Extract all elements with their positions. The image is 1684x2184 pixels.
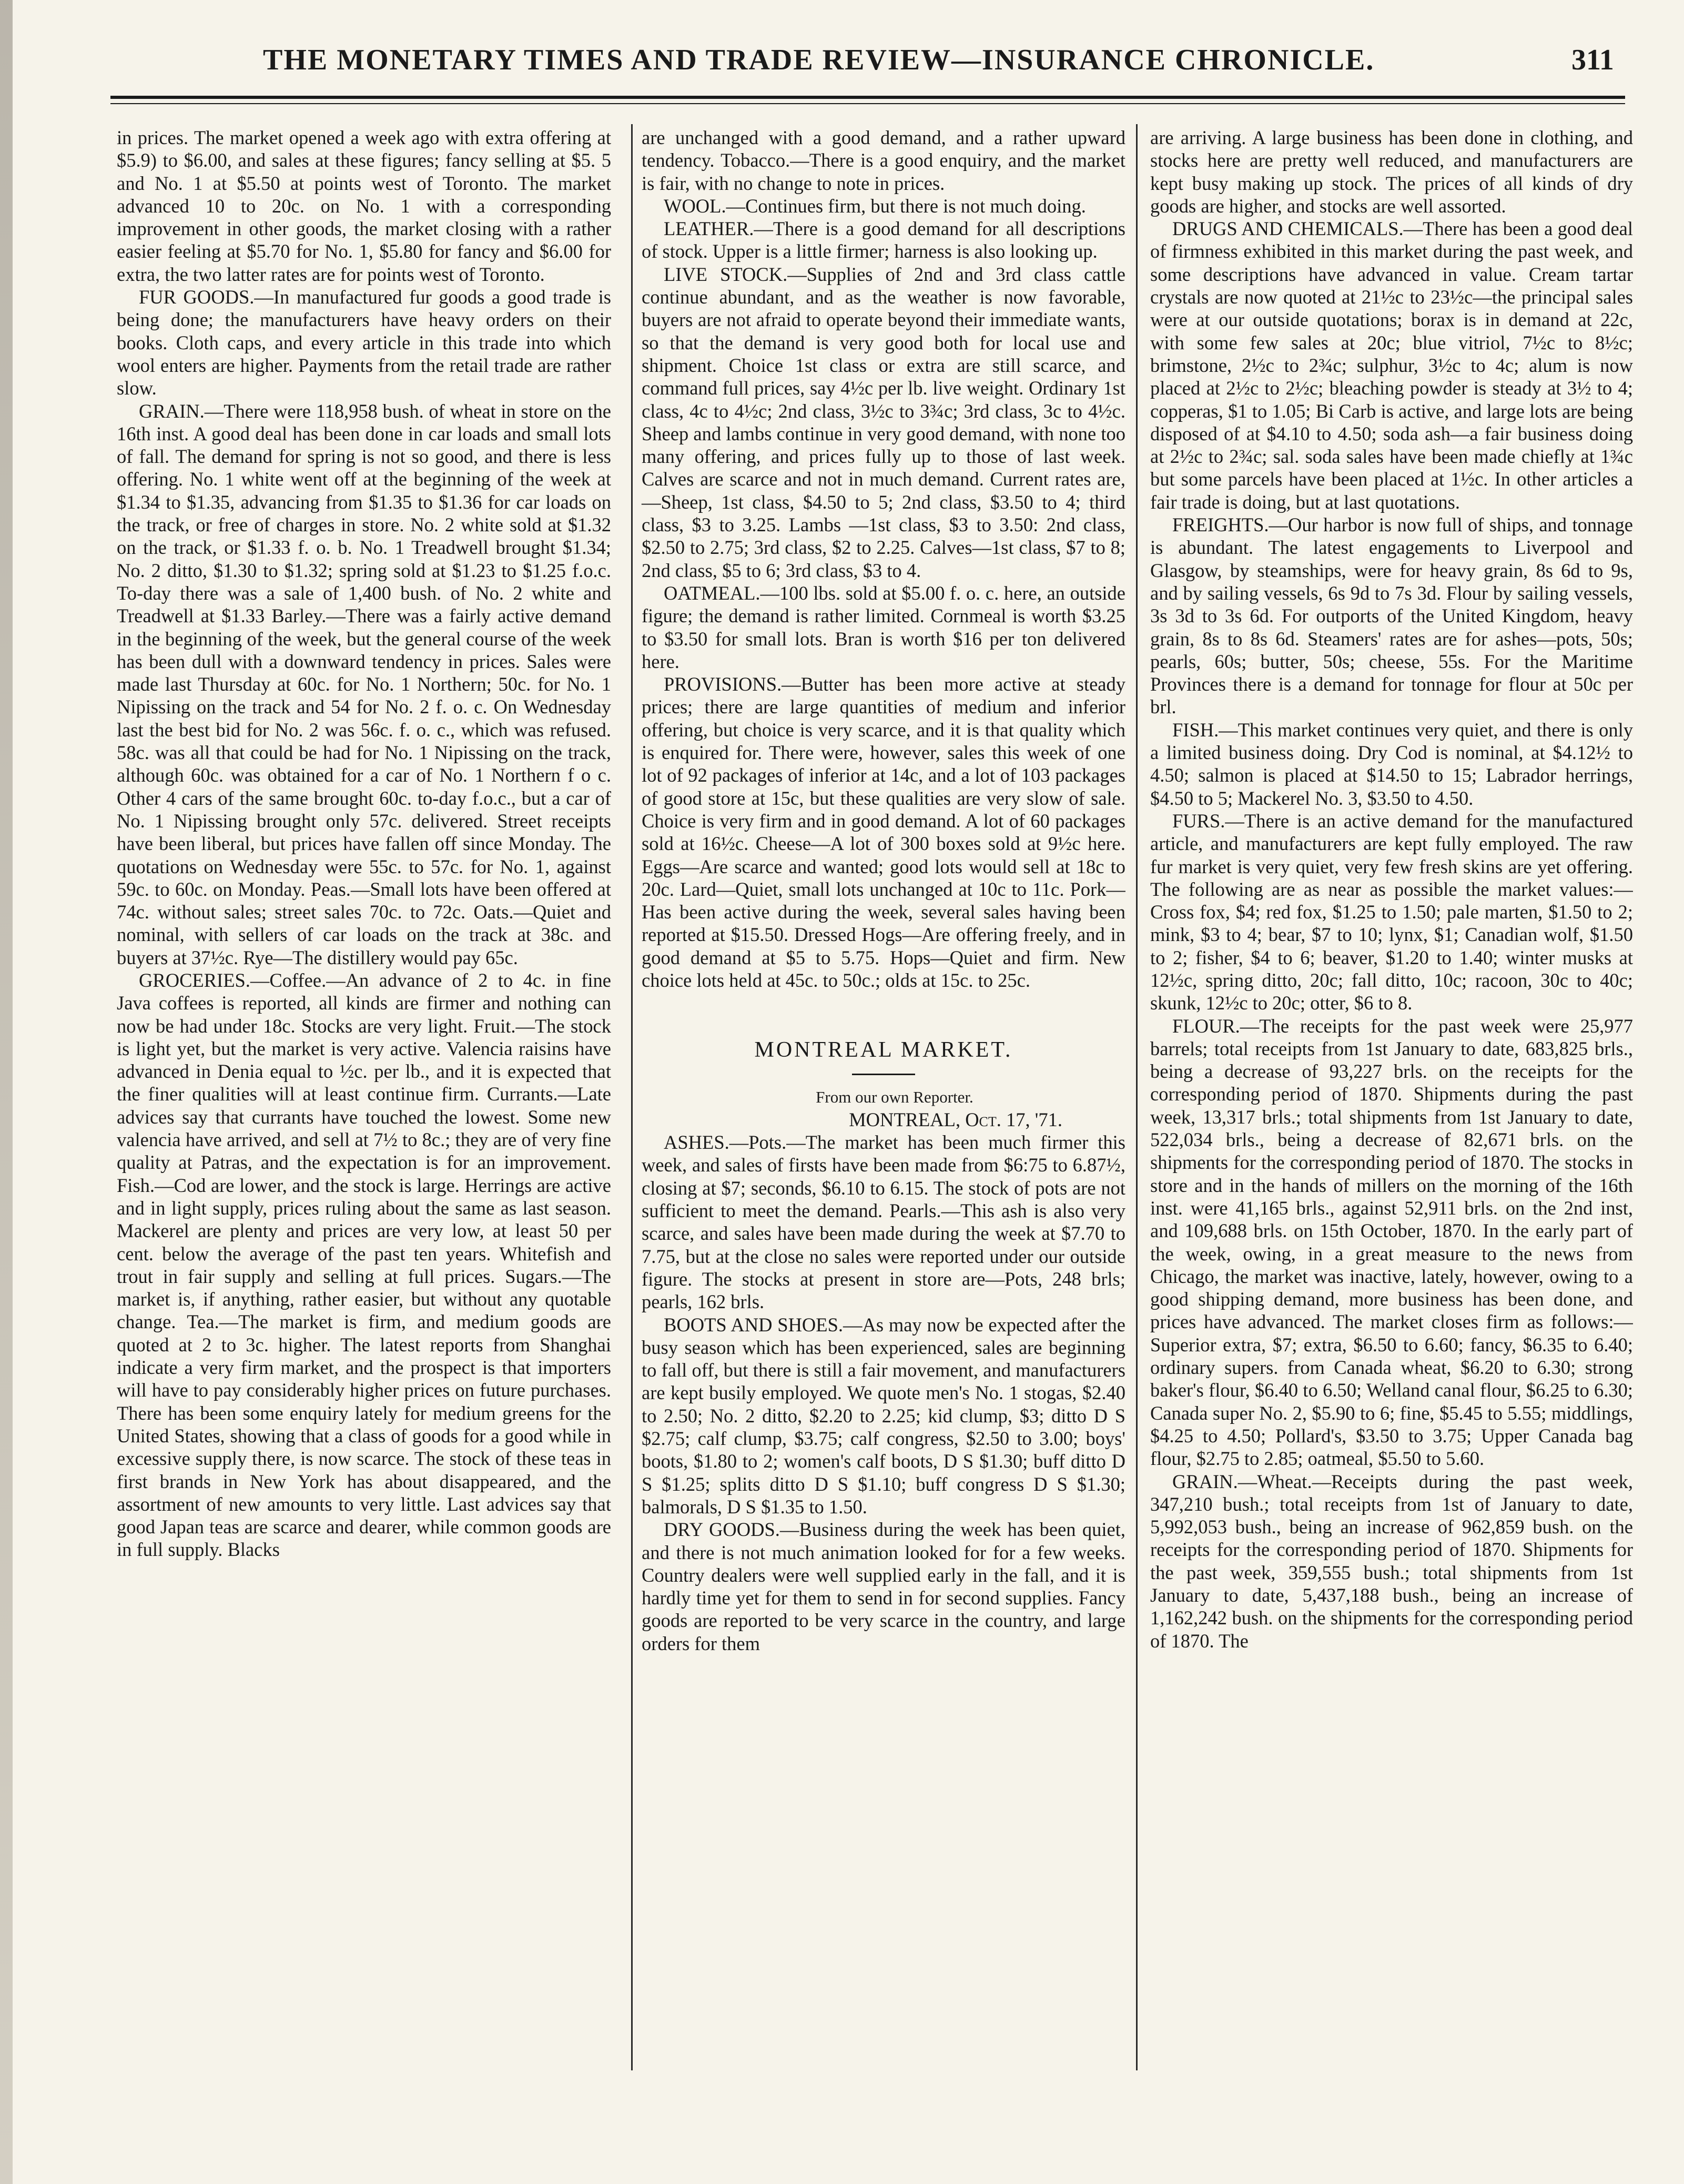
paragraph-leather: LEATHER.—There is a good demand for all descriptions of stock. Upper is a little firmer; harness is also looking up.	[642, 218, 1125, 262]
paragraph-ashes: ASHES.—Pots.—The market has been much firmer this week, and sales of firsts have been made from $6:75 to 6.87½, closing at $7; seconds, $6.10 to 6.15. The stock of pots are not sufficient to meet the demand. Pearls.—This ash is also very scarce, and sales have been made during the week at $7.70 to 7.75, but at the close no sales were reported under our outside figure. The stocks at present in store are—Pots, 248 brls; pearls, 162 brls.	[642, 1131, 1125, 1313]
paragraph-grain: GRAIN.—There were 118,958 bush. of wheat in store on the 16th inst. A good deal has been done in car loads and small lots of fall. The demand for spring is not so good, and there is less offering. No. 1 white went off at the beginning of the week at $1.34 to $1.35, advancing from $1.35 to $1.36 for car loads on the track, or free of charges in store. No. 2 white sold at $1.32 on the track, or $1.33 f. o. b. No. 1 Treadwell brought $1.34; No. 2 ditto, $1.30 to $1.32; spring sold at $1.23 to $1.25 f.o.c. To-day there was a sale of 1,400 bush. of No. 2 white and Treadwell at $1.33 Barley.—There was a fairly active demand in the beginning of the week, but the general course of the week has been dull with a downward tendency in prices. Sales were made last Thursday at 60c. for No. 1 Northern; 50c. for No. 1 Nipissing on the track and 54 for No. 2 f. o. c. On Wednesday last the best bid for No. 2 was 56c. f. o. c., which was refused. 58c. was all that could be had for No. 1 Nipissing on the track, although 60c. was obtained for a car of No. 1 Northern f o c. Other 4 cars of the same brought 60c. to-day f.o.c., but a car of No. 1 Nipissing brought only 57c. delivered. Street receipts have been liberal, but prices have fallen off since Monday. The quotations on Wednesday were 55c. to 57c. for No. 1, against 59c. to 60c. on Monday. Peas.—Small lots have been offered at 74c. without sales; street sales 70c. to 72c. Oats.—Quiet and nominal, with sellers of car loads on the track at 38c. and buyers at 37½c. Rye—The distillery would pay 65c.	[117, 400, 611, 968]
paragraph-fur-goods: FUR GOODS.—In manufactured fur goods a good trade is being done; the manufacturers have heavy orders on their books. Cloth caps, and every article in this trade into which wool enters are higher. Payments from the retail trade are rather slow.	[117, 286, 611, 399]
paragraph-grain-wheat: GRAIN.—Wheat.—Receipts during the past week, 347,210 bush.; total receipts from 1st of January to date, 5,992,053 bush., being an increase of 962,859 bush. on the receipts for the corresponding period of 1870. Shipments for the past week, 359,555 bush.; total shipments from 1st January to date, 5,437,188 bush., being an increase of 1,162,242 bush. on the shipments for the corresponding period of 1870. The	[1150, 1470, 1633, 1652]
paragraph: are unchanged with a good demand, and a rather upward tendency. Tobacco.—There is a good enquiry, and the market is fair, with no change to note in prices.	[642, 127, 1125, 194]
paragraph: are arriving. A large business has been done in clothing, and stocks here are pretty well reduced, and manufacturers are kept busy making up stock. The prices of all kinds of dry goods are higher, and stocks are well assorted.	[1150, 127, 1633, 217]
header-rule-thin	[110, 103, 1625, 104]
montreal-market-heading: MONTREAL MARKET.	[754, 1038, 1013, 1063]
column-2	[631, 126, 1125, 2083]
column-rule-2	[1136, 124, 1138, 2070]
paragraph: in prices. The market opened a week ago with extra offering at $5.9) to $6.00, and sales at these figures; fancy selling at $5. 5 and No. 1 at $5.50 at points west of Toronto. The market advanced 10 to 20c. on No. 1 with a corresponding improvement in other goods, the market closing with a rather easier feeling at $5.70 for No. 1, $5.80 for fancy and $6.00 for extra, the two latter rates are for points west of Toronto.	[117, 127, 611, 285]
header-rule	[110, 96, 1625, 99]
paragraph-live-stock: LIVE STOCK.—Supplies of 2nd and 3rd class cattle continue abundant, and as the weather is now favorable, buyers are not afraid to operate beyond their immediate wants, so that the demand is very good both for local use and shipment. Choice 1st class or extra are still scarce, and command full prices, say 4½c per lb. live weight. Ordinary 1st class, 4c to 4½c; 2nd class, 3½c to 3¾c; 3rd class, 3c to 4½c. Sheep and lambs continue in very good demand, with none too many offering, and prices fully up to those of last week. Calves are scarce and not in much demand. Current rates are,—Sheep, 1st class, $4.50 to 5; 2nd class, $3.50 to 4; third class, $3 to 3.25. Lambs —1st class, $3 to 3.50: 2nd class, $2.50 to 2.75; 3rd class, $2 to 2.25. Calves—1st class, $7 to 8; 2nd class, $5 to 6; 3rd class, $3 to 4.	[642, 263, 1125, 581]
dateline: MONTREAL, Oct. 17, '71.	[849, 1108, 1062, 1130]
page-number: 311	[1571, 44, 1614, 76]
paragraph-fish: FISH.—This market continues very quiet, and there is only a limited business doing. Dry Cod is nominal, at $4.12½ to 4.50; salmon is placed at $14.50 to 15; Labrador herrings, $4.50 to 5; Mackerel No. 3, $3.50 to 4.50.	[1150, 719, 1633, 809]
paragraph-wool: WOOL.—Continues firm, but there is not much doing.	[664, 195, 1086, 217]
column-1	[117, 126, 611, 2083]
paragraph-oatmeal: OATMEAL.—100 lbs. sold at $5.00 f. o. c. here, an outside figure; the demand is rather limited. Cornmeal is worth $3.25 to $3.50 for small lots. Bran is worth $16 per ton delivered here.	[642, 582, 1125, 672]
paragraph-provisions: PROVISIONS.—Butter has been more active at steady prices; there are large quantities of medium and inferior offering, but choice is very scarce, and it is that quality which is enquired for. There were, however, sales this week of one lot of 92 packages of inferior at 14c, and a lot of 103 packages of good store at 15c, but these qualities are very slow of sale. Choice is very firm and in good demand. A lot of 60 packages sold at 16½c. Cheese—A lot of 300 boxes sold at 9½c here. Eggs—Are scarce and wanted; good lots would sell at 18c to 20c. Lard—Quiet, small lots unchanged at 10c to 11c. Pork—Has been active during the week, several sales having been reported at $15.50. Dressed Hogs—Are offering freely, and in good demand at $5 to 5.75. Hops—Quiet and firm. New choice lots held at 45c. to 50c.; olds at 15c. to 25c.	[642, 673, 1125, 991]
paragraph-freights: FREIGHTS.—Our harbor is now full of ships, and tonnage is abundant. The latest engagements to Liverpool and Glasgow, by steamships, were for heavy grain, 8s 6d to 9s, and by sailing vessels, 6s 9d to 7s 3d. Flour by sailing vessels, 3s 3d to 3s 6d. For outports of the United Kingdom, heavy grain, 8s to 8s 6d. Steamers' rates are for ashes—pots, 50s; pearls, 60s; butter, 50s; cheese, 55s. For the Maritime Provinces there is a demand for tonnage for flour at 50c per brl.	[1150, 514, 1633, 718]
paragraph-drugs-and-chemicals: DRUGS AND CHEMICALS.—There has been a good deal of firmness exhibited in this market during the past week, and some descriptions have advanced in value. Cream tartar crystals are now quoted at 21½c to 23½c—the principal sales were at our outside quotations; borax is in demand at 22c, with some few sales at 20c; blue vitriol, 7½c to 8½c; brimstone, 2½c to 2¾c; sulphur, 3½c to 4c; alum is now placed at 2½c to 2½c; bleaching powder is steady at 3½ to 4; copperas, $1 to 1.05; Bi Carb is active, and large lots are being disposed of at $4.10 to 4.50; soda ash—a fair business doing at 2½c to 2¾c; sal. soda sales have been made chiefly at 1¾c but some parcels have been placed at 1½c. In other articles a fair trade is doing, but at last quotations.	[1150, 218, 1633, 513]
masthead-title: THE MONETARY TIMES AND TRADE REVIEW—INSURANCE CHRONICLE.	[263, 44, 1375, 76]
paragraph-furs: FURS.—There is an active demand for the manufactured article, and manufacturers are kept fully employed. The raw fur market is very quiet, very few fresh skins are yet offering. The following are as near as possible the market values:—Cross fox, $4; red fox, $1.25 to 1.50; pale marten, $1.50 to 2; mink, $3 to 4; bear, $7 to 10; lynx, $1; Canadian wolf, $1.50 to 2; fisher, $4 to 6; beaver, $1.20 to 1.40; winter musks at 12½c, spring ditto, 20c; fall ditto, 10c; racoon, 30c to 40c; skunk, 12½c to 20c; otter, $6 to 8.	[1150, 810, 1633, 1014]
paragraph-flour: FLOUR.—The receipts for the past week were 25,977 barrels; total receipts from 1st January to date, 683,825 brls., being a decrease of 93,227 brls. on the receipts for the corresponding period of 1870. Shipments during the past week, 13,317 brls.; total shipments from 1st January to date, 522,034 brls., being a decrease of 82,671 brls. on the shipments for the corresponding period of 1870. The stocks in store and in the hands of millers on the morning of the 16th inst. were 41,165 brls., against 52,911 brls. on the 2nd inst, and 109,688 brls. on 15th October, 1870. In the early part of the week, owing, in a great measure to the news from Chicago, the market was inactive, lately, however, owing to a good shipping demand, more business has been done, and prices have advanced. The market closes firm as follows:—Superior extra, $7; extra, $6.50 to 6.60; fancy, $6.35 to 6.40; ordinary supers. from Canada wheat, $6.20 to 6.30; strong baker's flour, $6.40 to 6.50; Welland canal flour, $6.25 to 6.30; Canada super No. 2, $5.90 to 6; fine, $5.45 to 5.55; middlings, $4.25 to 4.50; Pollard's, $3.50 to 3.75; Upper Canada bag flour, $2.75 to 2.85; oatmeal, $5.50 to 5.60.	[1150, 1015, 1633, 1470]
binding-edge	[0, 0, 13, 2184]
paragraph-boots-and-shoes: BOOTS AND SHOES.—As may now be expected after the busy season which has been experienced, sales are beginning to fall off, but there is still a fair movement, and manufacturers are kept busily employed. We quote men's No. 1 stogas, $2.40 to 2.50; No. 2 ditto, $2.20 to 2.25; kid clump, $3; ditto D S $2.75; calf clump, $3.75; calf congress, $2.50 to 3.00; boys' boots, $1.80 to 2; women's calf boots, D S $1.30; buff ditto D S $1.25; splits ditto D S $1.10; buff congress D S $1.30; balmorals, D S $1.35 to 1.50.	[642, 1313, 1125, 1518]
paragraph-groceries: GROCERIES.—Coffee.—An advance of 2 to 4c. in fine Java coffees is reported, all kinds are firmer and nothing can now be had under 18c. Stocks are very light. Fruit.—The stock is light yet, but the market is very active. Valencia raisins have advanced in Denia equal to ½c. per lb., and it is expected that the finer qualities will at least continue firm. Currants.—Late advices say that currants have touched the lowest. Some new valencia have arrived, and sell at 7½ to 8c.; they are of very fine quality at Patras, and the expectation is for an improvement. Fish.—Cod are lower, and the stock is large. Herrings are active and in light supply, prices ruling about the same as last season. Mackerel are plenty and prices are very low, at least 50 per cent. below the average of the past ten years. Whitefish and trout in fair supply and selling at full prices. Sugars.—The market is, if anything, rather easier, but without any quotable change. Tea.—The market is firm, and medium goods are quoted at 2 to 3c. higher. The latest reports from Shanghai indicate a very firm market, and the prospect is that importers will have to pay considerably higher prices on future purchases. There has been some enquiry lately for medium greens for the United States, showing that a class of goods for a good while in excessive supply there, is now scarce. The stock of these teas in first brands in New York has about disappeared, and the assortment of new amounts to very little. Last advices say that good Japan teas are scarce and dearer, while common goods are in full supply. Blacks	[117, 969, 611, 1561]
byline: From our own Reporter.	[816, 1087, 973, 1106]
column-3	[1139, 126, 1633, 2083]
paragraph-dry-goods: DRY GOODS.—Business during the week has been quiet, and there is not much animation looked for for a few weeks. Country dealers were well supplied early in the fall, and it is hardly time yet for them to send in for second supplies. Fancy goods are reported to be very scarce in the country, and large orders for them	[642, 1519, 1125, 1654]
heading-rule	[852, 1074, 915, 1075]
